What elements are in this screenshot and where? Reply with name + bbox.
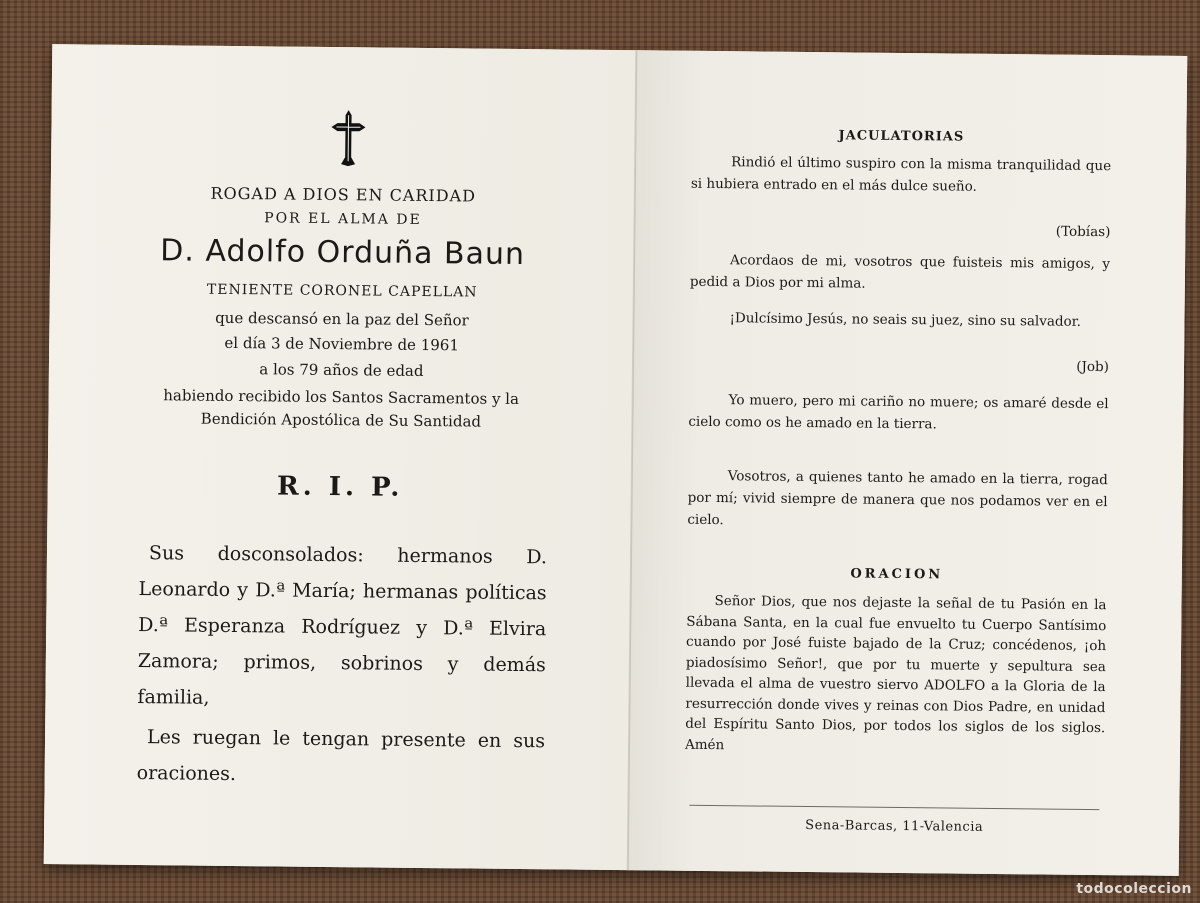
por-el-alma-line: POR EL ALMA DE [264, 210, 422, 228]
date-line: el día 3 de Noviembre de 1961 [224, 333, 460, 355]
quote-5: Vosotros, a quienes tanto he amado en la tierra, rogad por mí; vivid siempre de manera que nos podamos ver en el cielo. [687, 468, 1108, 529]
watermark: todocoleccion [1076, 881, 1192, 897]
blessing-line: Bendición Apostólica de Su Santidad [200, 409, 482, 431]
deceased-name: D. Adolfo Orduña Baun [160, 233, 526, 273]
rest-line: que descansó en la paz del Señor [215, 308, 469, 330]
printer-line: Sena-Barcas, 11-Valencia [805, 818, 984, 835]
rogad-line: ROGAD A DIOS EN CARIDAD [210, 183, 477, 206]
jaculatorias-heading: JACULATORIAS [838, 128, 965, 145]
quote-3: ¡Dulcísimo Jesús, no seais su juez, sino su salvador. [729, 310, 1082, 330]
cite-tobias: (Tobías) [1055, 223, 1111, 241]
quote-1: Rindió el último suspiro con la misma tranquilidad que si hubiera entrado en el más dulce sueño. [690, 154, 1112, 195]
prayer-text: Señor Dios, que nos dejaste la señal de tu Pasión en la Sábana Santa, en la cual fue envuelto tu Cuerpo Santísimo cuando por José fuiste bajado de la Cruz; concédenos, ¡oh piadosísimo Señor!, que por tu muerte y sepultura sea llevada el alma de vuestro siervo ADOLFO a la Gloria de la resurrección donde vives y reinas con Dios Padre, en unidad del Espíritu Santo Dios, por todos los siglos de los siglos. Amén [684, 593, 1107, 753]
age-line: a los 79 años de edad [259, 360, 424, 380]
left-panel [44, 44, 638, 870]
rip-heading: R. I. P. [276, 471, 404, 503]
quote-2: Acordaos de mi, vosotros que fuisteis mis amigos, y pedid a Dios por mi alma. [689, 252, 1111, 292]
oracion-heading: ORACION [850, 566, 944, 583]
family-text: Sus dosconsolados: hermanos D. Leonardo y D.ª María; hermanas políticas D.ª Esperanza Rodríguez y D.ª Elvira Zamora; primos, sobrinos y demás familia, [137, 542, 548, 709]
closing-text: Les ruegan le tengan presente en sus oraciones. [136, 726, 546, 786]
sacraments-line: habiendo recibido los Santos Sacramentos y la [163, 386, 520, 408]
quote-4: Yo muero, pero mi cariño no muere; os amaré desde el cielo como os he amado en la tierra. [688, 392, 1109, 433]
rank-line: TENIENTE CORONEL CAPELLAN [206, 281, 478, 301]
cross-icon [329, 109, 368, 167]
family-paragraph [137, 535, 548, 795]
memorial-card [44, 44, 1188, 876]
cite-job: (Job) [1076, 358, 1110, 376]
